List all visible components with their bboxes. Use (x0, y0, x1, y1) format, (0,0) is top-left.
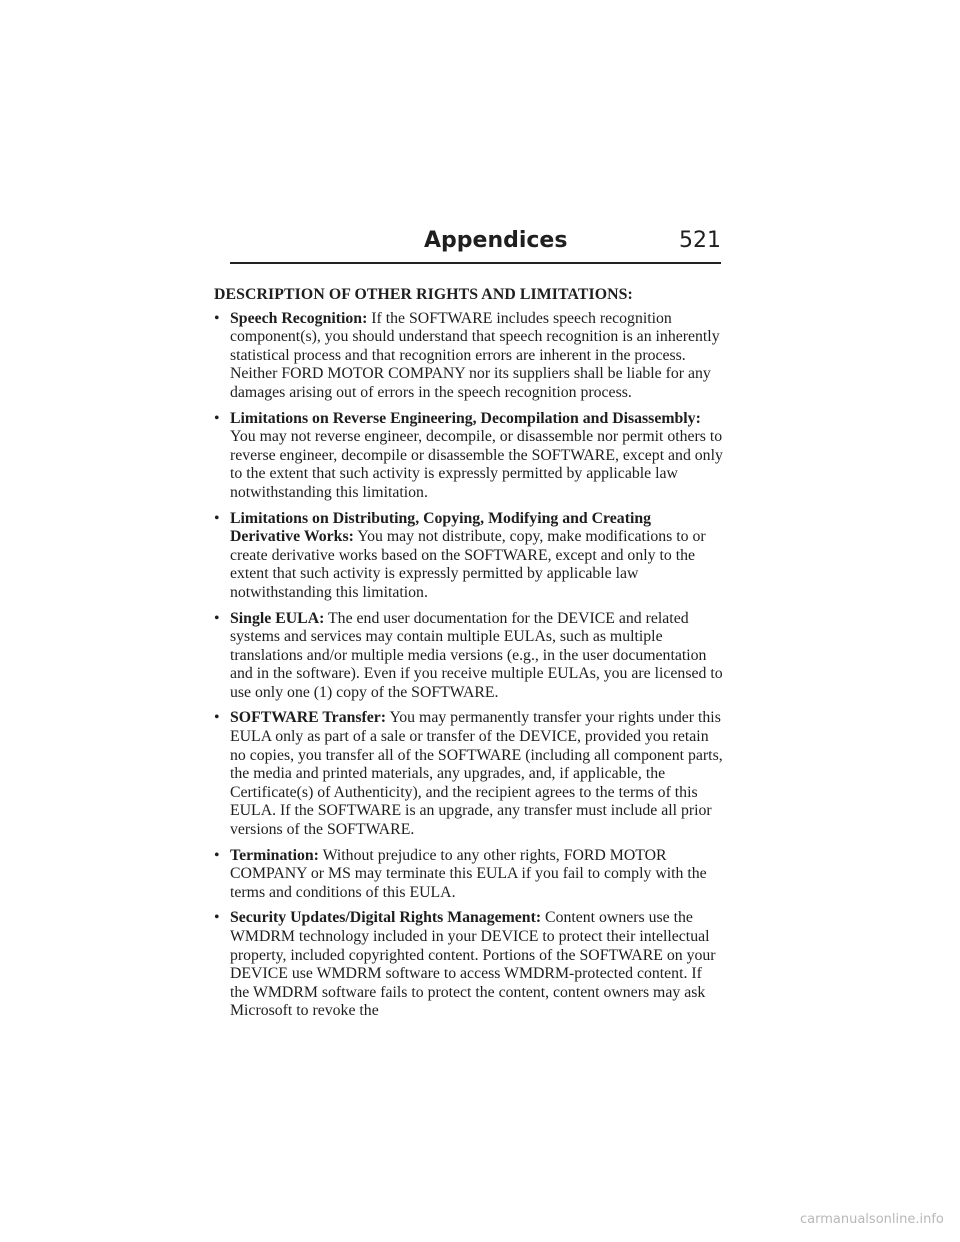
list-item-term: Limitations on Reverse Engineering, Decompilation and Disassembly: (230, 409, 701, 427)
list-item-text: Without prejudice to any other rights, FORD MOTOR COMPANY or MS may terminate this EULA if you fail to comply with the terms and conditions of this EULA. (230, 846, 707, 901)
section-heading: DESCRIPTION OF OTHER RIGHTS AND LIMITATIONS: (214, 286, 633, 303)
list-item-text: If the SOFTWARE includes speech recognition component(s), you should understand that speech recognition is an inherently statistical process and that recognition errors are inherent in the process. Neither FORD MOTOR COMPANY nor its suppliers shall be liable for any damages arising out of errors in the speech recognition process. (230, 309, 720, 401)
list-item-term: Limitations on Distributing, Copying, Modifying and Creating Derivative Works: (230, 509, 652, 546)
list-item-term: Termination: (230, 846, 319, 864)
page-title: Appendices (424, 228, 568, 253)
bullet-icon: • (214, 509, 220, 527)
list-item-term: SOFTWARE Transfer: (230, 709, 387, 727)
list-item-text: You may not distribute, copy, make modifications to or create derivative works based on the SOFTWARE, except and only to the extent that such activity is expressly permitted by applicable law notwithstanding this limitation. (230, 528, 706, 601)
list-item-software-transfer (214, 709, 724, 839)
list-item-text: The end user documentation for the DEVICE and related systems and services may contain multiple EULAs, such as multiple translations and/or multiple media versions (e.g., in the user documentation and in the software). Even if you receive multiple EULAs, you are licensed to use only one (1) copy of the SOFTWARE. (230, 609, 723, 701)
bullet-icon: • (214, 609, 220, 627)
list-item-speech-recognition (214, 310, 724, 403)
page-content (214, 286, 724, 1028)
bullet-icon: • (214, 709, 220, 727)
list-item-reverse-engineering (214, 410, 724, 503)
bullet-icon: • (214, 409, 220, 427)
bullet-icon: • (214, 909, 220, 927)
list-item-term: Single EULA: (230, 609, 325, 627)
watermark: carmanualsonline.info (800, 1212, 944, 1227)
list-item-term: Security Updates/Digital Rights Management: (230, 909, 542, 927)
page-header (230, 226, 721, 264)
list-item-single-eula (214, 610, 724, 703)
list-item-text: You may permanently transfer your rights under this EULA only as part of a sale or transfer of the DEVICE, provided you retain no copies, you transfer all of the SOFTWARE (including all component parts, the media and printed materials, any upgrades, and, if applicable, the Certificate(s) of Authenticity), and the recipient agrees to the terms of this EULA. If the SOFTWARE is an upgrade, any transfer must include all prior versions of the SOFTWARE. (230, 709, 723, 839)
bullet-icon: • (214, 309, 220, 327)
list-item-distributing-copying (214, 510, 724, 603)
list-item-text: You may not reverse engineer, decompile, or disassemble nor permit others to reverse engineer, decompile or disassemble the SOFTWARE, except and only to the extent that such activity is expressly permitted by applicable law notwithstanding this limitation. (230, 428, 723, 501)
bullet-icon: • (214, 846, 220, 864)
page-number: 521 (679, 228, 721, 253)
list-item-term: Speech Recognition: (230, 309, 368, 327)
list-item-text: Content owners use the WMDRM technology included in your DEVICE to protect their intellectual property, included copyrighted content. Portions of the SOFTWARE on your DEVICE use WMDRM software to access WMDRM-protected content. If the WMDRM software fails to protect the content, content owners may ask Microsoft to revoke the (230, 909, 716, 1020)
list-item-termination (214, 847, 724, 903)
list-item-security-updates (214, 909, 724, 1021)
